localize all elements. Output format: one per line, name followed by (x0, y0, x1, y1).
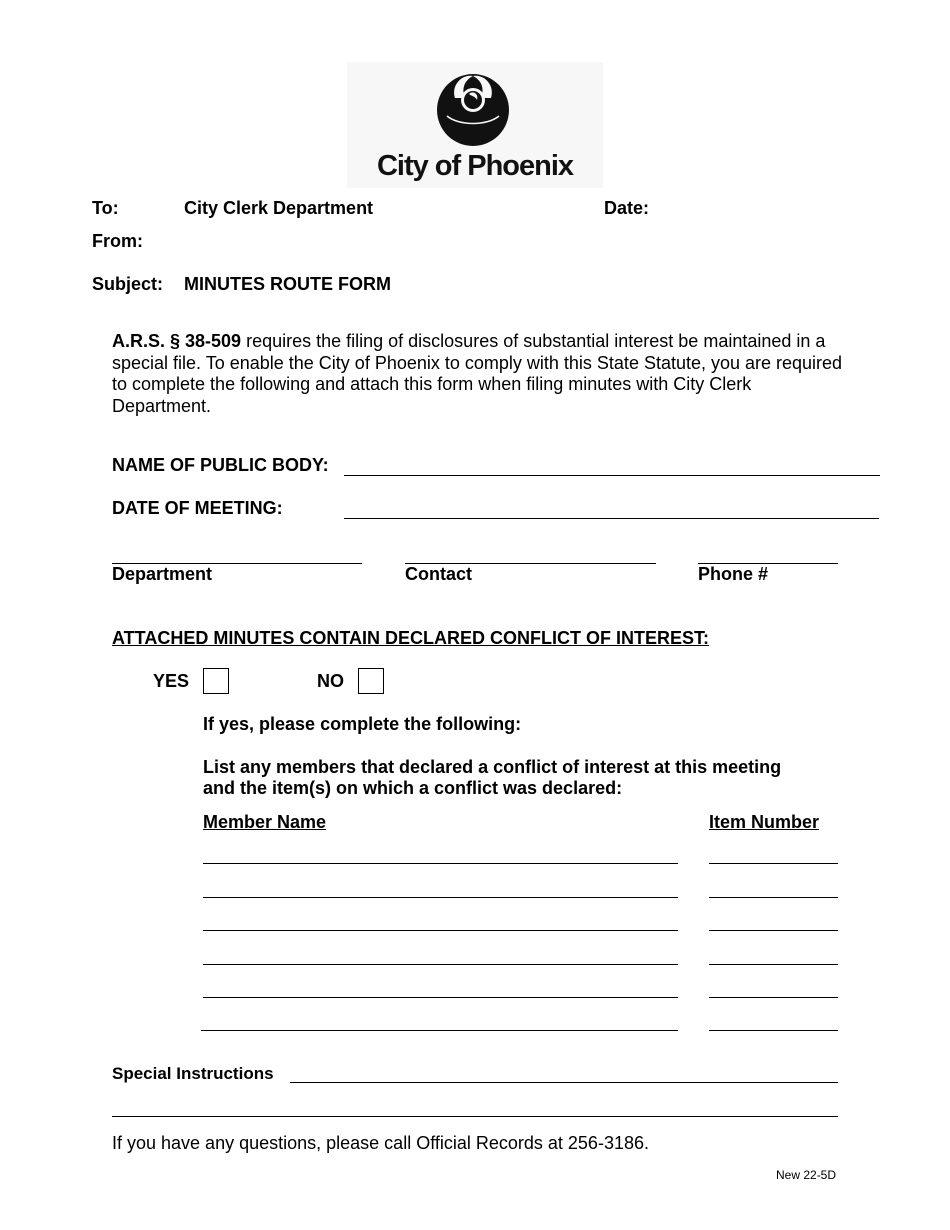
subject-value: MINUTES ROUTE FORM (184, 274, 391, 294)
item-number-field[interactable] (709, 863, 838, 864)
if-yes-instruction: If yes, please complete the following: (203, 714, 522, 734)
member-name-field[interactable] (203, 863, 678, 864)
to-label: To: (92, 198, 119, 218)
no-label: NO (317, 671, 344, 691)
special-instructions-field-2[interactable] (112, 1116, 838, 1117)
item-number-field[interactable] (709, 964, 838, 965)
item-number-field[interactable] (709, 997, 838, 998)
conflict-heading: ATTACHED MINUTES CONTAIN DECLARED CONFLICT OF INTEREST: (112, 628, 709, 648)
department-label: Department (112, 564, 213, 584)
from-label: From: (92, 231, 143, 251)
item-number-header: Item Number (709, 812, 820, 832)
member-name-field[interactable] (203, 964, 678, 965)
date-label: Date: (604, 198, 650, 218)
meeting-date-field[interactable] (344, 518, 879, 519)
statute-reference: A.R.S. § 38-509 (112, 331, 242, 351)
yes-label: YES (153, 671, 190, 691)
item-number-field[interactable] (709, 1030, 838, 1031)
member-name-field[interactable] (203, 897, 678, 898)
meeting-date-label: DATE OF MEETING: (112, 498, 283, 518)
list-instruction-line-1: List any members that declared a conflict of interest at this meeting (203, 757, 782, 777)
to-value: City Clerk Department (184, 198, 374, 218)
member-name-header: Member Name (203, 812, 327, 832)
intro-paragraph (112, 331, 852, 417)
subject-label: Subject: (92, 274, 164, 294)
list-instruction-line-2: and the item(s) on which a conflict was declared: (203, 778, 623, 798)
item-number-field[interactable] (709, 897, 838, 898)
logo-text: City of Phoenix (376, 150, 574, 182)
special-instructions-field[interactable] (290, 1082, 838, 1083)
phoenix-bird-icon (433, 68, 513, 148)
item-number-field[interactable] (709, 930, 838, 931)
phone-label: Phone # (698, 564, 769, 584)
public-body-field[interactable] (344, 475, 880, 476)
yes-checkbox[interactable] (203, 668, 229, 694)
special-instructions-label: Special Instructions (112, 1064, 274, 1083)
public-body-label: NAME OF PUBLIC BODY: (112, 455, 329, 475)
contact-label: Contact (405, 564, 472, 584)
no-checkbox[interactable] (358, 668, 384, 694)
form-code: New 22-5D (776, 1168, 837, 1182)
member-name-field[interactable] (203, 997, 678, 998)
member-name-field[interactable] (201, 1030, 678, 1031)
questions-note: If you have any questions, please call Official Records at 256-3186. (112, 1133, 649, 1153)
member-name-field[interactable] (203, 930, 678, 931)
intro-text: requires the filing of disclosures of substantial interest be maintained in a special file. To enable the City of Phoenix to comply with this State Statute, you are required to complete the following and attach this form when filing minutes with City Clerk Department. (112, 331, 843, 416)
logo (347, 62, 603, 188)
